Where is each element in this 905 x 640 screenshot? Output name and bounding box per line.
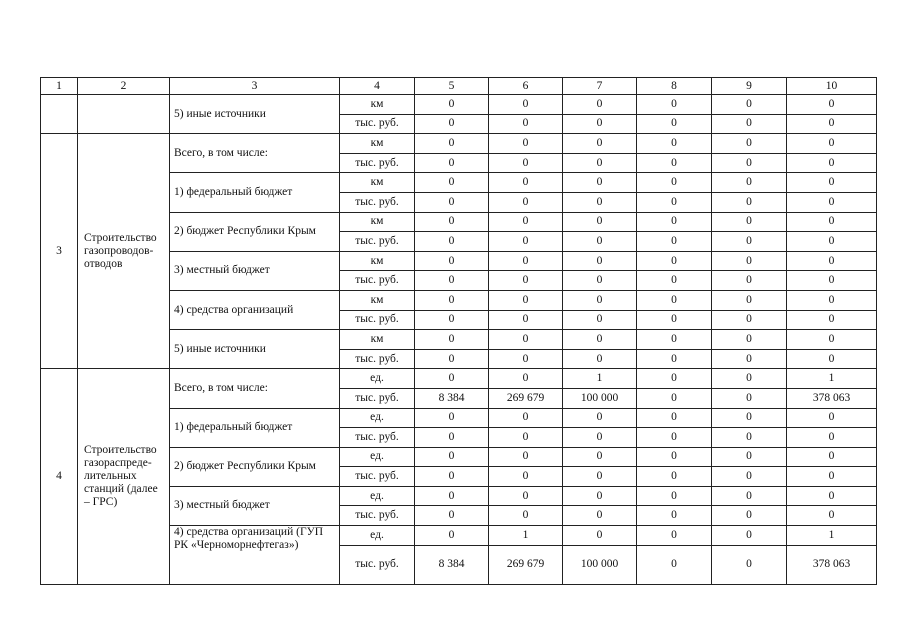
value-cell: 0 bbox=[712, 95, 787, 115]
value-cell: 0 bbox=[712, 271, 787, 291]
value-cell: 0 bbox=[637, 232, 712, 252]
value-cell: 0 bbox=[563, 330, 637, 350]
value-cell: 0 bbox=[489, 251, 563, 271]
value-cell: 0 bbox=[415, 506, 489, 526]
value-cell: 0 bbox=[489, 428, 563, 448]
value-cell: 0 bbox=[787, 290, 877, 310]
value-cell: 0 bbox=[787, 330, 877, 350]
value-cell: 0 bbox=[712, 134, 787, 154]
section-name bbox=[78, 95, 170, 134]
value-cell: 0 bbox=[637, 310, 712, 330]
value-cell: 0 bbox=[415, 114, 489, 134]
value-cell: 1 bbox=[787, 526, 877, 546]
funding-source-label: 2) бюджет Республики Крым bbox=[170, 212, 340, 251]
value-cell: 0 bbox=[637, 192, 712, 212]
value-cell: 0 bbox=[712, 506, 787, 526]
value-cell: 0 bbox=[787, 486, 877, 506]
unit-cell: км bbox=[340, 134, 415, 154]
unit-cell: км bbox=[340, 173, 415, 193]
value-cell: 0 bbox=[787, 447, 877, 467]
value-cell: 0 bbox=[489, 95, 563, 115]
unit-cell: тыс. руб. bbox=[340, 545, 415, 584]
value-cell: 0 bbox=[637, 467, 712, 487]
value-cell: 0 bbox=[787, 153, 877, 173]
value-cell: 0 bbox=[637, 134, 712, 154]
value-cell: 0 bbox=[787, 251, 877, 271]
unit-cell: тыс. руб. bbox=[340, 428, 415, 448]
unit-cell: тыс. руб. bbox=[340, 310, 415, 330]
table-row bbox=[41, 134, 877, 154]
value-cell: 0 bbox=[787, 212, 877, 232]
value-cell: 0 bbox=[637, 153, 712, 173]
value-cell: 0 bbox=[637, 388, 712, 408]
value-cell: 0 bbox=[563, 153, 637, 173]
unit-cell: км bbox=[340, 95, 415, 115]
value-cell: 0 bbox=[563, 290, 637, 310]
value-cell: 1 bbox=[787, 369, 877, 389]
value-cell: 1 bbox=[563, 369, 637, 389]
value-cell: 0 bbox=[712, 388, 787, 408]
unit-cell: км bbox=[340, 330, 415, 350]
value-cell: 0 bbox=[787, 114, 877, 134]
column-number-7: 7 bbox=[563, 78, 637, 95]
table-row bbox=[41, 369, 877, 389]
value-cell: 0 bbox=[637, 290, 712, 310]
value-cell: 0 bbox=[787, 192, 877, 212]
value-cell: 0 bbox=[637, 545, 712, 584]
value-cell: 0 bbox=[563, 349, 637, 369]
value-cell: 100 000 bbox=[563, 545, 637, 584]
financing-table bbox=[40, 77, 877, 585]
value-cell: 378 063 bbox=[787, 388, 877, 408]
unit-cell: тыс. руб. bbox=[340, 388, 415, 408]
column-number-3: 3 bbox=[170, 78, 340, 95]
value-cell: 8 384 bbox=[415, 388, 489, 408]
value-cell: 1 bbox=[489, 526, 563, 546]
value-cell: 0 bbox=[489, 134, 563, 154]
value-cell: 0 bbox=[415, 95, 489, 115]
value-cell: 0 bbox=[712, 310, 787, 330]
value-cell: 0 bbox=[787, 428, 877, 448]
funding-source-label: Всего, в том числе: bbox=[170, 369, 340, 408]
value-cell: 0 bbox=[712, 251, 787, 271]
value-cell: 0 bbox=[637, 408, 712, 428]
value-cell: 0 bbox=[787, 232, 877, 252]
value-cell: 0 bbox=[787, 349, 877, 369]
section-number: 3 bbox=[41, 134, 78, 369]
value-cell: 0 bbox=[415, 330, 489, 350]
section-number: 4 bbox=[41, 369, 78, 584]
value-cell: 0 bbox=[489, 232, 563, 252]
funding-source-label: 2) бюджет Республики Крым bbox=[170, 447, 340, 486]
value-cell: 0 bbox=[712, 369, 787, 389]
table-body bbox=[41, 78, 877, 585]
column-number-9: 9 bbox=[712, 78, 787, 95]
unit-cell: тыс. руб. bbox=[340, 467, 415, 487]
value-cell: 0 bbox=[787, 506, 877, 526]
value-cell: 0 bbox=[637, 526, 712, 546]
unit-cell: тыс. руб. bbox=[340, 506, 415, 526]
value-cell: 0 bbox=[415, 134, 489, 154]
section-number bbox=[41, 95, 78, 134]
value-cell: 0 bbox=[637, 271, 712, 291]
unit-cell: ед. bbox=[340, 447, 415, 467]
unit-cell: ед. bbox=[340, 369, 415, 389]
value-cell: 0 bbox=[563, 310, 637, 330]
value-cell: 0 bbox=[787, 173, 877, 193]
value-cell: 0 bbox=[415, 408, 489, 428]
value-cell: 0 bbox=[489, 330, 563, 350]
value-cell: 0 bbox=[787, 310, 877, 330]
value-cell: 0 bbox=[415, 271, 489, 291]
value-cell: 0 bbox=[787, 271, 877, 291]
value-cell: 0 bbox=[415, 369, 489, 389]
unit-cell: тыс. руб. bbox=[340, 232, 415, 252]
value-cell: 0 bbox=[637, 330, 712, 350]
value-cell: 0 bbox=[637, 114, 712, 134]
value-cell: 0 bbox=[712, 526, 787, 546]
column-number-6: 6 bbox=[489, 78, 563, 95]
value-cell: 0 bbox=[712, 467, 787, 487]
value-cell: 0 bbox=[712, 212, 787, 232]
funding-source-label: 4) средства организаций (ГУП РК «Черноморнефтегаз») bbox=[170, 526, 340, 585]
column-number-4: 4 bbox=[340, 78, 415, 95]
value-cell: 0 bbox=[712, 232, 787, 252]
value-cell: 0 bbox=[489, 369, 563, 389]
value-cell: 0 bbox=[415, 212, 489, 232]
value-cell: 0 bbox=[712, 192, 787, 212]
value-cell: 0 bbox=[637, 349, 712, 369]
value-cell: 269 679 bbox=[489, 545, 563, 584]
unit-cell: ед. bbox=[340, 526, 415, 546]
column-number-5: 5 bbox=[415, 78, 489, 95]
value-cell: 100 000 bbox=[563, 388, 637, 408]
column-number-row bbox=[41, 78, 877, 95]
value-cell: 0 bbox=[563, 408, 637, 428]
unit-cell: тыс. руб. bbox=[340, 192, 415, 212]
value-cell: 0 bbox=[712, 173, 787, 193]
funding-source-label: 3) местный бюджет bbox=[170, 251, 340, 290]
section-name: Строительство газораспреде-лительных станций (далее – ГРС) bbox=[78, 369, 170, 584]
value-cell: 0 bbox=[489, 173, 563, 193]
value-cell: 0 bbox=[489, 506, 563, 526]
unit-cell: тыс. руб. bbox=[340, 153, 415, 173]
value-cell: 0 bbox=[787, 408, 877, 428]
value-cell: 0 bbox=[489, 271, 563, 291]
funding-source-label: 1) федеральный бюджет bbox=[170, 173, 340, 212]
column-number-8: 8 bbox=[637, 78, 712, 95]
value-cell: 0 bbox=[489, 486, 563, 506]
value-cell: 0 bbox=[415, 290, 489, 310]
value-cell: 0 bbox=[563, 526, 637, 546]
value-cell: 0 bbox=[712, 428, 787, 448]
value-cell: 0 bbox=[712, 486, 787, 506]
value-cell: 0 bbox=[415, 310, 489, 330]
value-cell: 0 bbox=[563, 251, 637, 271]
funding-source-label: 4) средства организаций bbox=[170, 290, 340, 329]
unit-cell: км bbox=[340, 290, 415, 310]
value-cell: 0 bbox=[489, 290, 563, 310]
value-cell: 0 bbox=[637, 251, 712, 271]
value-cell: 0 bbox=[563, 232, 637, 252]
funding-source-label: 5) иные источники bbox=[170, 95, 340, 134]
value-cell: 0 bbox=[489, 349, 563, 369]
value-cell: 0 bbox=[712, 290, 787, 310]
value-cell: 378 063 bbox=[787, 545, 877, 584]
value-cell: 0 bbox=[489, 114, 563, 134]
value-cell: 0 bbox=[563, 192, 637, 212]
value-cell: 0 bbox=[415, 349, 489, 369]
funding-source-label: 5) иные источники bbox=[170, 330, 340, 369]
value-cell: 269 679 bbox=[489, 388, 563, 408]
unit-cell: км bbox=[340, 212, 415, 232]
unit-cell: тыс. руб. bbox=[340, 349, 415, 369]
value-cell: 0 bbox=[712, 447, 787, 467]
value-cell: 0 bbox=[563, 114, 637, 134]
value-cell: 0 bbox=[563, 173, 637, 193]
funding-source-label: 1) федеральный бюджет bbox=[170, 408, 340, 447]
value-cell: 0 bbox=[563, 486, 637, 506]
value-cell: 0 bbox=[489, 153, 563, 173]
value-cell: 0 bbox=[637, 506, 712, 526]
value-cell: 0 bbox=[563, 506, 637, 526]
unit-cell: ед. bbox=[340, 408, 415, 428]
funding-source-label: Всего, в том числе: bbox=[170, 134, 340, 173]
value-cell: 0 bbox=[637, 428, 712, 448]
value-cell: 0 bbox=[637, 212, 712, 232]
value-cell: 0 bbox=[637, 447, 712, 467]
unit-cell: км bbox=[340, 251, 415, 271]
funding-source-label: 3) местный бюджет bbox=[170, 486, 340, 525]
value-cell: 0 bbox=[489, 310, 563, 330]
value-cell: 0 bbox=[787, 467, 877, 487]
value-cell: 0 bbox=[489, 447, 563, 467]
column-number-2: 2 bbox=[78, 78, 170, 95]
value-cell: 0 bbox=[637, 369, 712, 389]
value-cell: 8 384 bbox=[415, 545, 489, 584]
value-cell: 0 bbox=[415, 467, 489, 487]
unit-cell: тыс. руб. bbox=[340, 114, 415, 134]
value-cell: 0 bbox=[415, 486, 489, 506]
value-cell: 0 bbox=[415, 251, 489, 271]
value-cell: 0 bbox=[637, 95, 712, 115]
column-number-1: 1 bbox=[41, 78, 78, 95]
value-cell: 0 bbox=[563, 271, 637, 291]
value-cell: 0 bbox=[415, 526, 489, 546]
value-cell: 0 bbox=[415, 428, 489, 448]
section-name: Строительство газопроводов-отводов bbox=[78, 134, 170, 369]
value-cell: 0 bbox=[415, 192, 489, 212]
value-cell: 0 bbox=[489, 408, 563, 428]
value-cell: 0 bbox=[415, 232, 489, 252]
value-cell: 0 bbox=[563, 467, 637, 487]
value-cell: 0 bbox=[787, 95, 877, 115]
value-cell: 0 bbox=[712, 330, 787, 350]
unit-cell: тыс. руб. bbox=[340, 271, 415, 291]
table-row bbox=[41, 95, 877, 115]
value-cell: 0 bbox=[415, 447, 489, 467]
value-cell: 0 bbox=[637, 486, 712, 506]
value-cell: 0 bbox=[712, 153, 787, 173]
value-cell: 0 bbox=[563, 95, 637, 115]
unit-cell: ед. bbox=[340, 486, 415, 506]
value-cell: 0 bbox=[712, 114, 787, 134]
value-cell: 0 bbox=[415, 173, 489, 193]
value-cell: 0 bbox=[787, 134, 877, 154]
value-cell: 0 bbox=[489, 192, 563, 212]
value-cell: 0 bbox=[712, 408, 787, 428]
value-cell: 0 bbox=[637, 173, 712, 193]
value-cell: 0 bbox=[489, 467, 563, 487]
column-number-10: 10 bbox=[787, 78, 877, 95]
value-cell: 0 bbox=[563, 212, 637, 232]
value-cell: 0 bbox=[712, 349, 787, 369]
value-cell: 0 bbox=[563, 428, 637, 448]
value-cell: 0 bbox=[489, 212, 563, 232]
value-cell: 0 bbox=[563, 447, 637, 467]
value-cell: 0 bbox=[415, 153, 489, 173]
value-cell: 0 bbox=[563, 134, 637, 154]
value-cell: 0 bbox=[712, 545, 787, 584]
